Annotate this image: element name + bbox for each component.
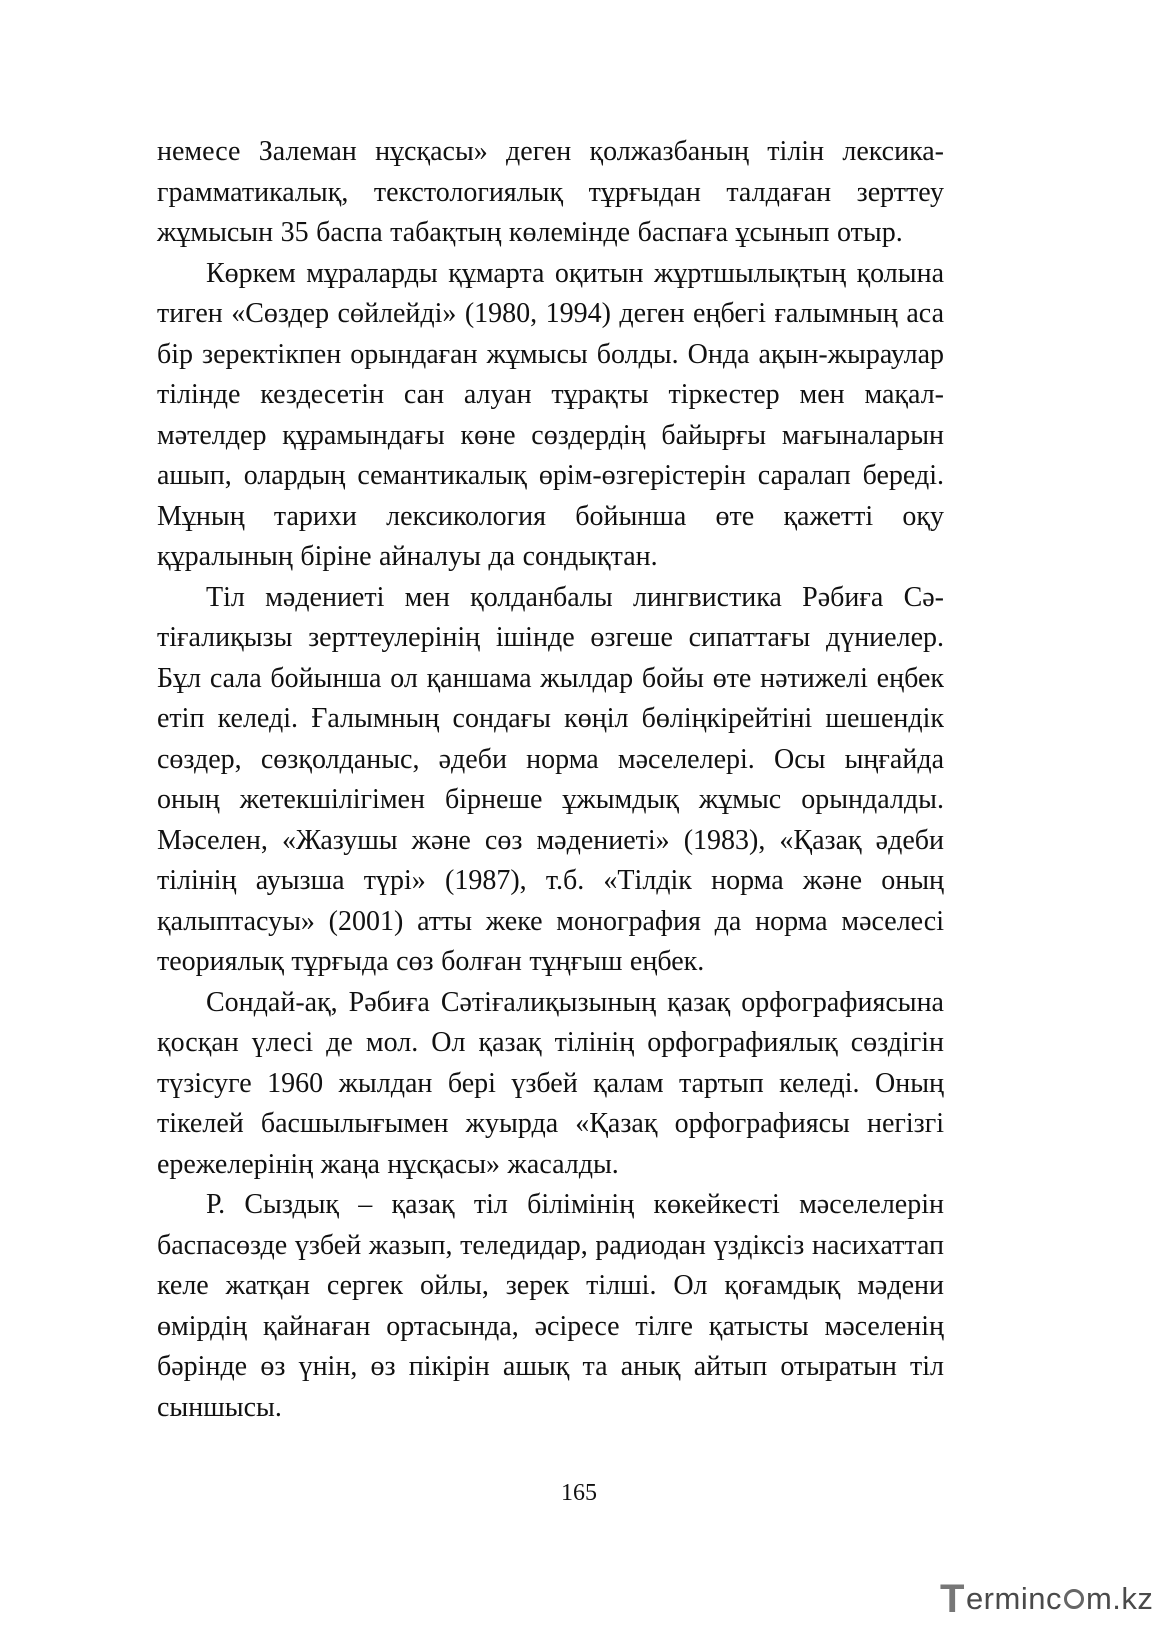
page-number: 165 — [561, 1480, 597, 1506]
page-body — [157, 132, 944, 1428]
watermark-text-part2: c — [1045, 1581, 1062, 1616]
watermark-logo-letter: T — [940, 1576, 965, 1621]
paragraph-2: Көркем мұраларды құмарта оқитын жұртшылықтың қолына тиген «Сөздер сөйлейді» (1980, 1994) деген еңбегі ғалымның аса бір зеректікпен орындаған жұмысы болды. Онда ақын-жыраулар тілінде кездесетін сан алуан тұрақты тіркестер мен мақал-мәтелдер құрамындағы көне сөздердің байырғы мағыналарын ашып, олардың семантикалық өрім-өзгерістерін саралап береді. Мұның тарихи лексикология бойынша өте қажетті оқу құралының біріне айналуы да сондықтан. — [157, 257, 944, 572]
magnifier-icon — [1064, 1589, 1084, 1609]
termincom-watermark — [940, 1575, 1153, 1623]
watermark-text-part1: ermin — [965, 1581, 1046, 1616]
paragraph-5: Р. Сыздық – қазақ тіл білімінің көкейкесті мәселелерін баспасөзде үзбей жазып, теледидар, радиодан үздіксіз насихаттап келе жатқан сергек ойлы, зерек тілші. Ол қоғамдық мәдени өмірдің қайнаған ортасында, әсіресе тілге қатысты мәселенің бәрінде өз үнін, өз пікірін ашық та анық айтып отыратын тіл сыншысы. — [157, 1189, 944, 1423]
paragraph-3: Тіл мәдениеті мен қолданбалы лингвистика Рәбиға Сәтіғалиқызы зерттеулерінің ішінде өзгеше сипаттағы дүниелер. Бұл сала бойынша ол қаншама жылдар бойы өте нәтижелі еңбек етіп келеді. Ғалымның сондағы көңіл бөліңкірейтіні шешендік сөздер, сөзқолданыс, әдеби норма мәселелері. Осы ыңғайда оның жетекшілігімен бірнеше ұжымдық жұмыс орындалды. Мәселен, «Жазушы және сөз мәдениеті» (1983), «Қазақ әдеби тілінің ауызша түрі» (1987), т.б. «Тілдік норма және оның қалыптасуы» (2001) атты жеке монография да норма мәселесі теориялық тұрғыда сөз болған тұңғыш еңбек. — [157, 581, 944, 977]
paragraph-1: немесе Залеман нұсқасы» деген қолжазбаның тілін лексика-грамматикалық, текстологиялық тұрғыдан талдаған зерттеу жұмысын 35 баспа табақтың көлемінде баспаға ұсынып отыр. — [157, 136, 944, 248]
watermark-text-part3: m.kz — [1085, 1581, 1154, 1616]
paragraph-4: Сондай-ақ, Рәбиға Сәтіғалиқызының қазақ орфографиясына қосқан үлесі де мол. Ол қазақ тілінің орфографиялық сөздігін түзісуге 1960 жылдан бері үзбей қалам тартып келеді. Оның тікелей басшылығымен жуырда «Қазақ орфографиясы негізгі ережелерінің жаңа нұсқасы» жасалды. — [157, 986, 944, 1180]
